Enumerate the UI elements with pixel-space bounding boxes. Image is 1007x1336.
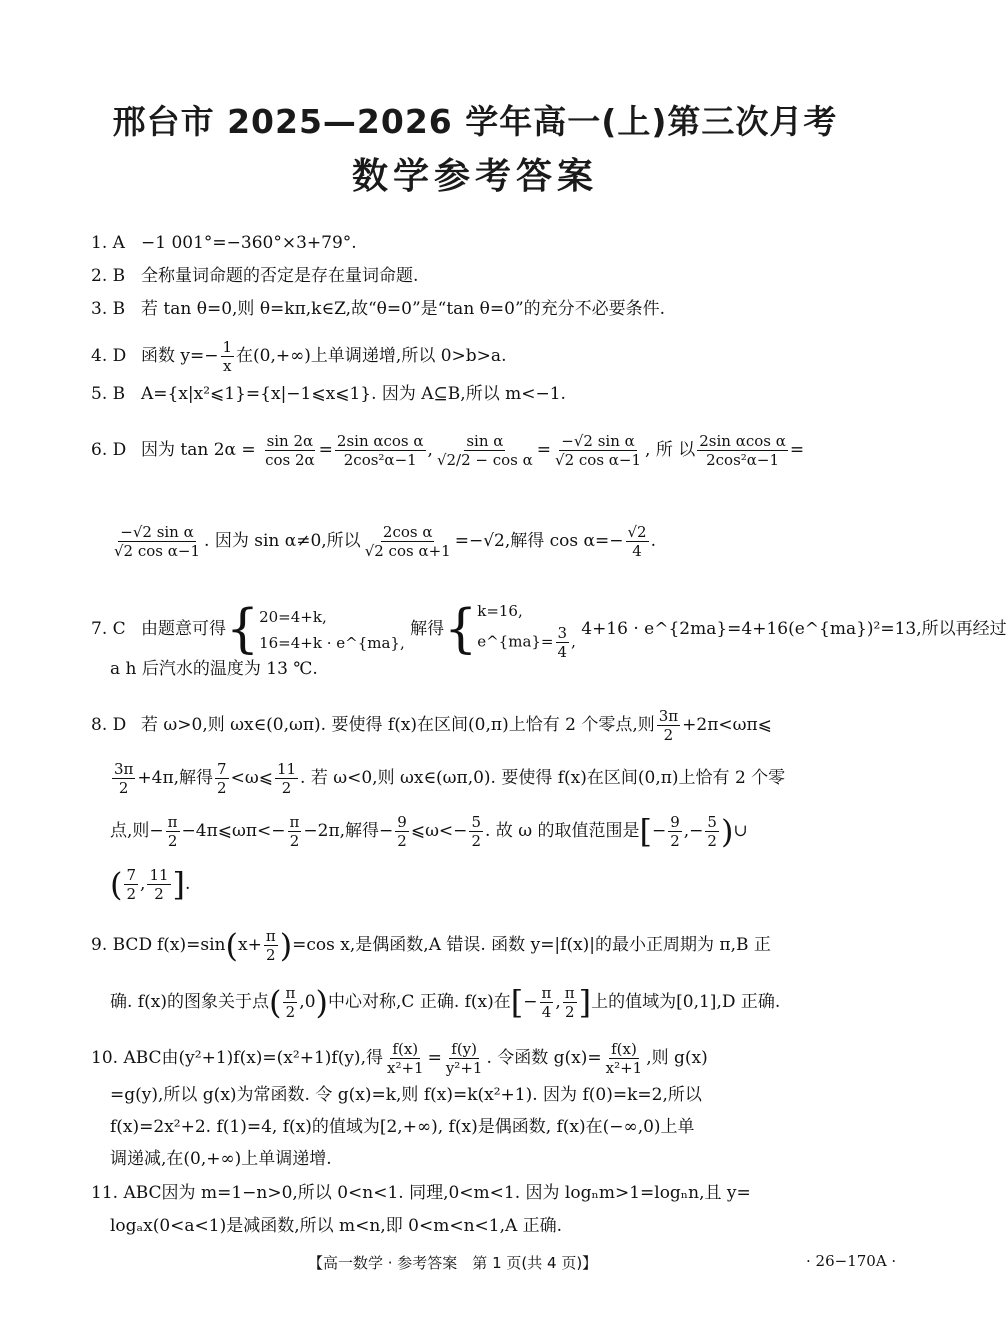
answer-3: 3. B 若 tan θ=0,则 θ=kπ,k∈Z,故“θ=0”是“tan θ=0”的充分不必要条件. [91,299,666,319]
answer-5: 5. B A={x|x²⩽1}={x|−1⩽x⩽1}. 因为 A⊆B,所以 m<−1. [91,384,566,404]
answer-10: 10. ABC由(y²+1)f(x)=(x²+1)f(y),得 $\frac{f(x)}{\text{x²+1}}$ = $\frac{f(y)}{\text{y²+1}}$ . 令函数 g(x)= $\frac{f(x)}{\text{x²+1}}$ ,则 g(x) [91,1040,708,1077]
answer-10-cont-3: 调递减,在(0,+∞)上单调递增. [110,1149,332,1169]
answer-10-cont-1: =g(y),所以 g(x)为常函数. 令 g(x)=k,则 f(x)=k(x²+1). 因为 f(0)=k=2,所以 [110,1085,702,1105]
answer-7: 7. C 由题意可得{ 20=4+k, 16=4+k · e^{ma}, 解得{ k=16, e^{ma}= $\frac{3}{4}$ , 4+16 · e^{2ma}=4+16(e^{ma})²=13,所以再经过 [91,599,1007,661]
answer-11: 11. ABC因为 m=1−n>0,所以 0<n<1. 同理,0<m<1. 因为 logₙm>1=logₙn,且 y= [91,1183,751,1203]
answer-4: 4. D 函数 y=− $\frac{1}{x}$ 在(0,+∞)上单调递增,所以 0>b>a. [91,338,507,375]
answer-8-cont-3: ( $\frac{7}{2}$ , $\frac{11}{2}$ ]. [110,865,191,904]
page-subtitle: 数学参考答案 [351,156,598,197]
answer-8: 8. D 若 ω>0,则 ωx∈(0,ωπ). 要使得 f(x)在区间(0,π)上恰有 2 个零点,则 $\frac{3\pi}{2}$ +2π<ωπ⩽ [91,707,772,744]
answer-10-cont-2: f(x)=2x²+2. f(1)=4, f(x)的值域为[2,+∞), f(x)是偶函数, f(x)在(−∞,0)上单 [110,1117,695,1137]
answer-8-cont-1: $\frac{3\pi}{2}$ +4π,解得 $\frac{7}{2}$ <ω⩽ $\frac{11}{2}$ . 若 ω<0,则 ωx∈(ωπ,0). 要使得 f(x)在区间(0,π)上恰有 2 个零 [114,760,786,797]
fraction: $\frac{1}{x}$ [222,338,233,375]
answer-2: 2. B 全称量词命题的否定是存在量词命题. [91,266,419,286]
answer-11-cont: logₐx(0<a<1)是减函数,所以 m<n,即 0<m<n<1,A 正确. [110,1216,563,1236]
answer-7-cont: a h 后汽水的温度为 13 ℃. [110,659,318,679]
page-title: 邢台市 2025—2026 学年高一(上)第三次月考 [112,102,838,141]
answer-9-cont: 确. f(x)的图象关于点( $\frac{\pi}{2}$ ,0)中心对称,C 正确. f(x)在[− $\frac{\pi}{4}$ , $\frac{\pi}{2}$ ]上的值域为[0,1],D 正确. [110,983,781,1022]
answer-1: 1. A −1 001°=−360°×3+79°. [91,233,357,253]
answer-6-cont: $\frac{\text{−√2 sin α}}{\text{√2 cos α−1}}$ . 因为 sin α≠0,所以 $\frac{\text{2cos α}}{\text{√2 cos α+1}}$ =−√2,解得 cos α=− $\frac{√2}{4}$ . [114,523,657,560]
answer-9: 9. BCD f(x)=sin(x+ $\frac{\pi}{2}$ )=cos x,是偶函数,A 错误. 函数 y=|f(x)|的最小正周期为 π,B 正 [91,926,771,965]
answer-8-cont-2: 点,则− $\frac{\pi}{2}$ −4π⩽ωπ<− $\frac{\pi}{2}$ −2π,解得− $\frac{9}{2}$ ⩽ω<− $\frac{5}{2}$ . 故 ω 的取值范围是[− $\frac{9}{2}$ ,− $\frac{5}{2}$ )∪ [110,812,748,851]
answer-6: 6. D 因为 tan 2α = $\frac{\sin 2\alpha}{\cos 2\alpha}$ = $\frac{\text{2sin αcos α}}{\text{2cos²α−1}}$ , $\frac{\text{sin α}}{\text{√2/2 − cos α}}$ = $\frac{\text{−√2 sin α}}{\text{√2 cos α−1}}$ , 所 以 $\frac{\text{2sin αcos α}}{\text{2cos²α−1}}$ = [91,432,805,469]
footer-code: · 26−170A · [806,1252,897,1270]
footer-page-info: 【高一数学 · 参考答案 第 1 页(共 4 页)】 [308,1254,598,1272]
